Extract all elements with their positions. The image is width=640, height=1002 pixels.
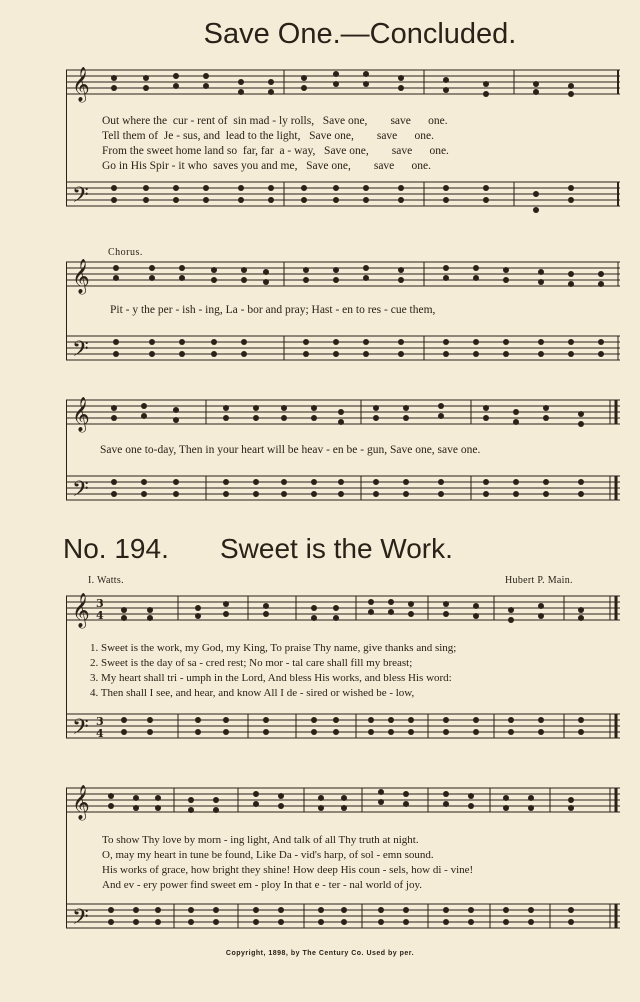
stanza-2-line-a: 2. Sweet is the day of sa - cred rest; No mor - tal care shall fill my breast;	[90, 657, 413, 669]
svg-text:𝄢: 𝄢	[72, 477, 89, 507]
stanza-1-line-a: 1. Sweet is the work, my God, my King, To praise Thy name, give thanks and sing;	[90, 642, 457, 654]
stanza-3-line-a: 3. My heart shall tri - umph in the Lord, And bless His works, and bless His word:	[90, 672, 452, 684]
svg-text:4: 4	[96, 727, 104, 740]
stanza-4-line-b: And ev - ery power find sweet em - ploy In that e - ter - nal world of joy.	[102, 879, 423, 891]
author-credit: I. Watts.	[88, 575, 124, 586]
svg-text:𝄢: 𝄢	[72, 905, 89, 935]
hymn-number: No. 194.	[63, 533, 169, 564]
music-staff-system-4	[66, 590, 620, 750]
hymn-title: Sweet is the Work.	[220, 533, 453, 564]
chorus-label: Chorus.	[108, 247, 143, 258]
svg-text:𝄢: 𝄢	[72, 337, 89, 366]
svg-text:𝄞: 𝄞	[72, 785, 90, 820]
stanza-2-line-b: O, may my heart in tune be found, Like Da - vid's harp, of sol - emn sound.	[102, 849, 434, 861]
page-title: Save One.—Concluded.	[203, 18, 517, 50]
copyright-notice: Copyright, 1898, by The Century Co. Used by per.	[225, 950, 415, 957]
svg-text:𝄢: 𝄢	[72, 183, 89, 213]
svg-text:3: 3	[96, 597, 104, 610]
svg-text:4: 4	[96, 609, 104, 622]
stanza-4-line-a: 4. Then shall I see, and hear, and know All I de - sired or wished be - low,	[90, 687, 415, 699]
lyric-line-1: Out where the cur - rent of sin mad - ly rolls, Save one, save one.	[102, 115, 448, 127]
stanza-1-line-b: To show Thy love by morn - ing light, And talk of all Thy truth at night.	[102, 834, 419, 846]
svg-text:3: 3	[96, 715, 104, 728]
svg-text:𝄢: 𝄢	[72, 715, 89, 745]
lyric-line-3: From the sweet home land so far, far a - way, Save one, save one.	[102, 145, 449, 157]
composer-credit: Hubert P. Main.	[505, 575, 573, 586]
stanza-3-line-b: His works of grace, how bright they shine! How deep His coun - sels, how di - vine!	[102, 864, 474, 876]
svg-text:𝄞: 𝄞	[72, 593, 90, 628]
svg-text:𝄞: 𝄞	[72, 67, 90, 102]
lyric-line-2: Tell them of Je - sus, and lead to the light, Save one, save one.	[102, 130, 435, 142]
svg-text:𝄞: 𝄞	[72, 397, 90, 432]
lyric-line-4: Go in His Spir - it who saves you and me, Save one, save one.	[102, 160, 432, 172]
svg-text:𝄞: 𝄞	[72, 259, 90, 294]
